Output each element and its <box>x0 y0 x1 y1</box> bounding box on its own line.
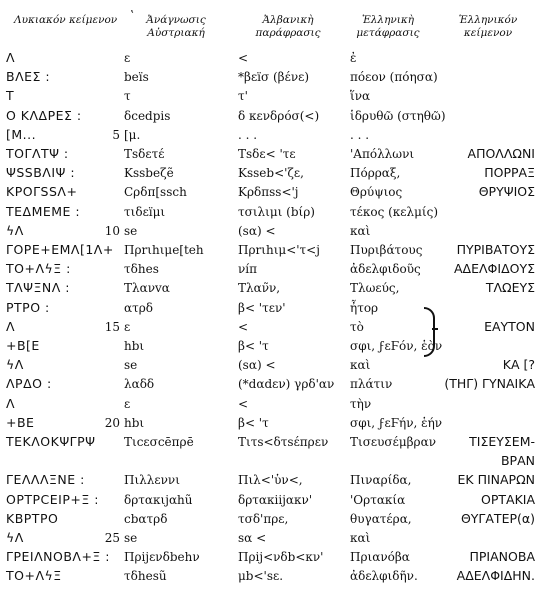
cell-col-3: 'Απόλλωνι <box>350 147 415 161</box>
cell-col-0: ΤΛΨΞΝΛ : <box>6 280 71 296</box>
cell-col-0: +Β[Ε <box>6 338 40 353</box>
cell-col-4: ΤΙΣΕΥΣΕΜ- <box>469 434 535 449</box>
cell-col-1: se <box>124 531 138 545</box>
cell-col-2: (sα) < <box>238 358 276 373</box>
cell-col-1: τ <box>124 89 131 104</box>
cell-col-2: (sα) < <box>238 223 276 238</box>
line-number: 20 <box>104 415 120 430</box>
cell-col-3: Τισευσέμβραν <box>350 435 437 449</box>
table-row <box>0 67 543 87</box>
cell-col-0: ΓΕΛΛΛΞΝΕ : <box>6 472 85 488</box>
table-row <box>0 547 543 567</box>
cell-col-3: ἀδελφιδοῦς <box>350 262 421 277</box>
cell-col-2: Πιλ<'ὑν<, <box>238 473 303 488</box>
cell-col-0: ΤΟΓΛΤΨ : <box>6 146 69 161</box>
header-albanian-paraphrase <box>238 14 338 40</box>
cell-col-2: < <box>238 319 249 334</box>
cell-col-2: τσιλιμι (bίρ) <box>238 204 315 219</box>
cell-col-0: ΨSSΒΛΙΨ : <box>6 165 76 181</box>
cell-col-2: δ κενδρόσ(<) <box>238 108 320 123</box>
cell-col-3: 'Ορτακία <box>350 492 406 507</box>
cell-col-3: τὴν <box>350 396 372 411</box>
cell-col-3: Πριανόβα <box>350 550 410 565</box>
header-austrian-reading <box>126 14 226 40</box>
header-greek-text-line-1: Ἑλληνικόν <box>458 14 518 26</box>
cell-col-1: ε <box>124 319 131 334</box>
cell-col-0: ϟΛ <box>6 530 24 545</box>
table-row <box>0 259 543 279</box>
header-lycian-text <box>14 14 118 27</box>
cell-col-4: ΟΡΤΑΚΙΑ <box>481 491 535 507</box>
header-greek-translation <box>338 14 438 40</box>
cell-col-0: ΚΡΟΓSSΛ+ <box>6 184 78 200</box>
cell-col-4: ΘΥΓΑΤΕΡ(α) <box>460 510 535 526</box>
table-row <box>0 451 543 471</box>
cell-col-1: cbατρδ <box>124 511 168 526</box>
cell-col-0: ΤΟ+ΛϟΞ <box>6 568 62 584</box>
cell-col-1: ε <box>124 396 131 411</box>
cell-col-2: sα < <box>238 531 267 545</box>
cell-col-1: Κssbeζẽ <box>124 166 174 181</box>
cell-col-3: ἵνα <box>350 89 371 104</box>
cell-col-2: Τsδε< 'τε <box>238 147 296 161</box>
cell-col-0: ΚΒΡΤΡΟ <box>6 510 59 526</box>
table-row <box>0 413 543 433</box>
cell-col-1: ατρδ <box>124 300 154 315</box>
header-albanian-line-1: Ἀλβανικὴ <box>262 14 314 26</box>
cell-col-4: ΤΛΩΕΥΣ <box>485 280 535 296</box>
cell-col-2: Τλαν̃ν, <box>238 281 281 296</box>
cell-col-0: ᐱ <box>6 395 16 411</box>
cell-col-2: β< 'τ <box>238 415 269 430</box>
table-row <box>0 240 543 260</box>
cell-col-4: ΘΡΥΨΙΟΣ <box>478 184 535 200</box>
cell-col-0: Τ <box>6 88 15 104</box>
cell-col-1: ε <box>124 51 131 65</box>
cell-col-2: *βεïσ (βένε) <box>238 70 310 85</box>
header-austrian-line-2: Αὐστριακή <box>147 27 205 39</box>
header-greek-text <box>438 14 538 40</box>
cell-col-3: Θρύψιος <box>350 185 403 200</box>
cell-col-3: ἀδελφιδῆν. <box>350 569 418 584</box>
header-austrian-line-1: Ἀνάγνωσις <box>146 14 206 26</box>
header-greek-translation-line-1: Ἑλληνικὴ <box>361 14 415 26</box>
cell-col-0: ΟΡΤΡϹΕΙΡ+Ξ : <box>6 491 99 507</box>
cell-col-4: ΑΔΕΛΦΙΔΟΥΣ <box>454 261 535 277</box>
cell-col-4: ΒΡΑΝ <box>500 453 535 469</box>
cell-col-3: ἦτορ <box>350 300 379 315</box>
cell-col-3: πόεον (πόησα) <box>350 70 438 85</box>
table-row <box>0 163 543 183</box>
line-number: 5 <box>112 127 120 142</box>
cell-col-1: hbι <box>124 415 145 430</box>
grouping-brace-tip <box>432 328 438 330</box>
cell-col-0: ΡΤΡΟ : <box>6 299 50 315</box>
cell-col-2: δρτακiijακν' <box>238 492 313 507</box>
cell-col-2: Πρij<νδb<κν' <box>238 550 324 565</box>
table-row <box>0 336 543 356</box>
cell-col-0: ΤΟ+ΛϟΞ : <box>6 261 71 277</box>
cell-col-3: τὸ <box>350 319 364 334</box>
header-mark: ʽ <box>130 8 134 22</box>
cell-col-1: Τsδετέ <box>124 147 165 161</box>
cell-col-3: . . . <box>350 127 370 142</box>
line-number: 25 <box>104 531 120 545</box>
table-row <box>0 470 543 490</box>
table-row <box>0 125 543 145</box>
cell-col-2: Πρrιhιμ<'τ<j <box>238 243 320 257</box>
cell-col-4: ΠΡΙΑΝΟΒΑ <box>469 549 535 565</box>
table-row <box>0 509 543 529</box>
table-row <box>0 528 543 548</box>
table-row <box>0 355 543 375</box>
cell-col-1: Πιλλεννι <box>124 473 180 488</box>
cell-col-3: καὶ <box>350 358 371 373</box>
cell-col-1: hbι <box>124 339 145 353</box>
cell-col-3: θυγατέρα, <box>350 511 412 526</box>
cell-col-0: ϟΛ <box>6 222 24 238</box>
table-row <box>0 394 543 414</box>
cell-col-2: < <box>238 396 249 411</box>
cell-col-3: ἐ <box>350 51 357 65</box>
cell-col-2: Τιτs<δτsέπρεν <box>238 435 329 449</box>
cell-col-3: πλάτιν <box>350 377 393 392</box>
cell-col-1: Τιcεσcēπρē <box>124 435 194 449</box>
cell-col-3: ἱδρυθῶ (στηθῶ) <box>350 108 446 123</box>
cell-col-4: ΠΟΡΡΑΞ <box>484 165 535 181</box>
table-row <box>0 182 543 202</box>
header-greek-text-line-2: κείμενον <box>463 27 513 39</box>
table-row <box>0 566 543 586</box>
table-row <box>0 86 543 106</box>
cell-col-2: νíπ <box>238 262 258 277</box>
table-row <box>0 374 543 394</box>
table-row <box>0 490 543 510</box>
header-greek-translation-line-2: μετάφρασις <box>356 27 420 39</box>
cell-col-1: Πρrιhιμe[teh <box>124 243 204 257</box>
table-row <box>0 48 543 68</box>
table-row <box>0 221 543 241</box>
cell-col-1: Πρijενδbehν <box>124 550 200 565</box>
cell-col-2: β< 'τεν' <box>238 300 286 315</box>
cell-col-3: Πυριβάτους <box>350 243 423 257</box>
cell-col-2: Κsseb<'ζε, <box>238 166 304 181</box>
cell-col-3: καὶ <box>350 223 371 238</box>
cell-col-0: ᐱ <box>6 318 16 334</box>
cell-col-2: τσδ'πρε, <box>238 511 289 526</box>
cell-col-2: τ' <box>238 89 248 104</box>
cell-col-3: τέκος (κελμίς) <box>350 204 439 219</box>
header-lycian-line: Λυκιακόν κείμενον <box>14 14 118 26</box>
cell-col-1: beïs <box>124 70 149 85</box>
cell-col-1: se <box>124 358 138 373</box>
cell-col-4: ΕΚ ΠΙΝΑΡΩΝ <box>457 472 535 488</box>
cell-col-2: < <box>238 51 249 65</box>
table-row <box>0 278 543 298</box>
cell-col-0: Ο ΚΛΔΡΕΣ : <box>6 107 82 123</box>
cell-col-2: Κρδπss<'j <box>238 185 299 200</box>
cell-col-2: . . . <box>238 127 258 142</box>
cell-col-0: ΓΟΡΕ+ΕΜΛ[1Λ+ <box>6 242 114 257</box>
cell-col-1: se <box>124 223 138 238</box>
header-albanian-line-2: παράφρασις <box>255 27 321 39</box>
cell-col-2: β< 'τ <box>238 339 269 353</box>
cell-col-4: ΚΑ [? <box>502 357 535 373</box>
table-row <box>0 106 543 126</box>
cell-col-0: +ΒΕ <box>6 414 35 430</box>
cell-col-3: σφι, ϝεϜήν, ἑήν <box>350 415 443 430</box>
cell-col-0: ᐱ <box>6 50 16 65</box>
cell-col-3: Πόρραξ, <box>350 166 401 181</box>
grouping-brace <box>424 307 435 357</box>
cell-col-0: ΤΕΚΛΟΚΨΓΡΨ <box>6 434 96 449</box>
table-row <box>0 317 543 337</box>
cell-col-3: Πιναρίδα, <box>350 473 412 488</box>
cell-col-4: (ΤΗΓ) ΓΥΝΑΙΚΑ <box>444 376 535 392</box>
table-row <box>0 432 543 452</box>
cell-col-0: [Μ... <box>6 126 37 142</box>
cell-col-1: δcedpis <box>124 108 171 123</box>
cell-col-4: ΕΑΥΤΟΝ <box>484 318 535 334</box>
cell-col-3: καὶ <box>350 531 371 545</box>
cell-col-1: Cρδπ[ssch <box>124 185 187 200</box>
cell-col-2: μb<'sε. <box>238 569 284 584</box>
cell-col-1: δρτακιjαhũ <box>124 492 193 507</box>
cell-col-1: τδhesũ <box>124 569 167 584</box>
cell-col-4: ΑΠΟΛΛΩΝΙ <box>467 146 535 161</box>
cell-col-4: ΠΥΡΙΒΑΤΟΥΣ <box>456 242 535 257</box>
table-row <box>0 202 543 222</box>
cell-col-4: ΑΔΕΛΦΙΔΗΝ. <box>456 568 535 584</box>
cell-col-0: ΛΡΔΟ : <box>6 376 52 392</box>
cell-col-1: Τλανvα <box>124 281 170 296</box>
cell-col-0: ΓΡΕΙΛΝΟΒΛ+Ξ : <box>6 549 111 565</box>
cell-col-3: Τλωεύς, <box>350 281 400 296</box>
line-number: 15 <box>104 319 120 334</box>
cell-col-1: [μ. <box>124 127 141 142</box>
cell-col-1: τιδεïμι <box>124 204 166 219</box>
table-row <box>0 144 543 164</box>
line-number: 10 <box>104 223 120 238</box>
cell-col-0: ΤΕΔΜΕΜΕ : <box>6 203 81 219</box>
cell-col-0: ΒΛΕΣ : <box>6 69 51 85</box>
cell-col-0: ϟΛ <box>6 357 24 373</box>
cell-col-1: λαδδ <box>124 377 155 392</box>
cell-col-3: σφι, ϝεϜόν, ἑὸν <box>350 339 443 353</box>
cell-col-2: (*dαdεν) γρδ'αν <box>238 377 335 392</box>
table-row <box>0 298 543 318</box>
cell-col-1: τδhes <box>124 262 159 277</box>
